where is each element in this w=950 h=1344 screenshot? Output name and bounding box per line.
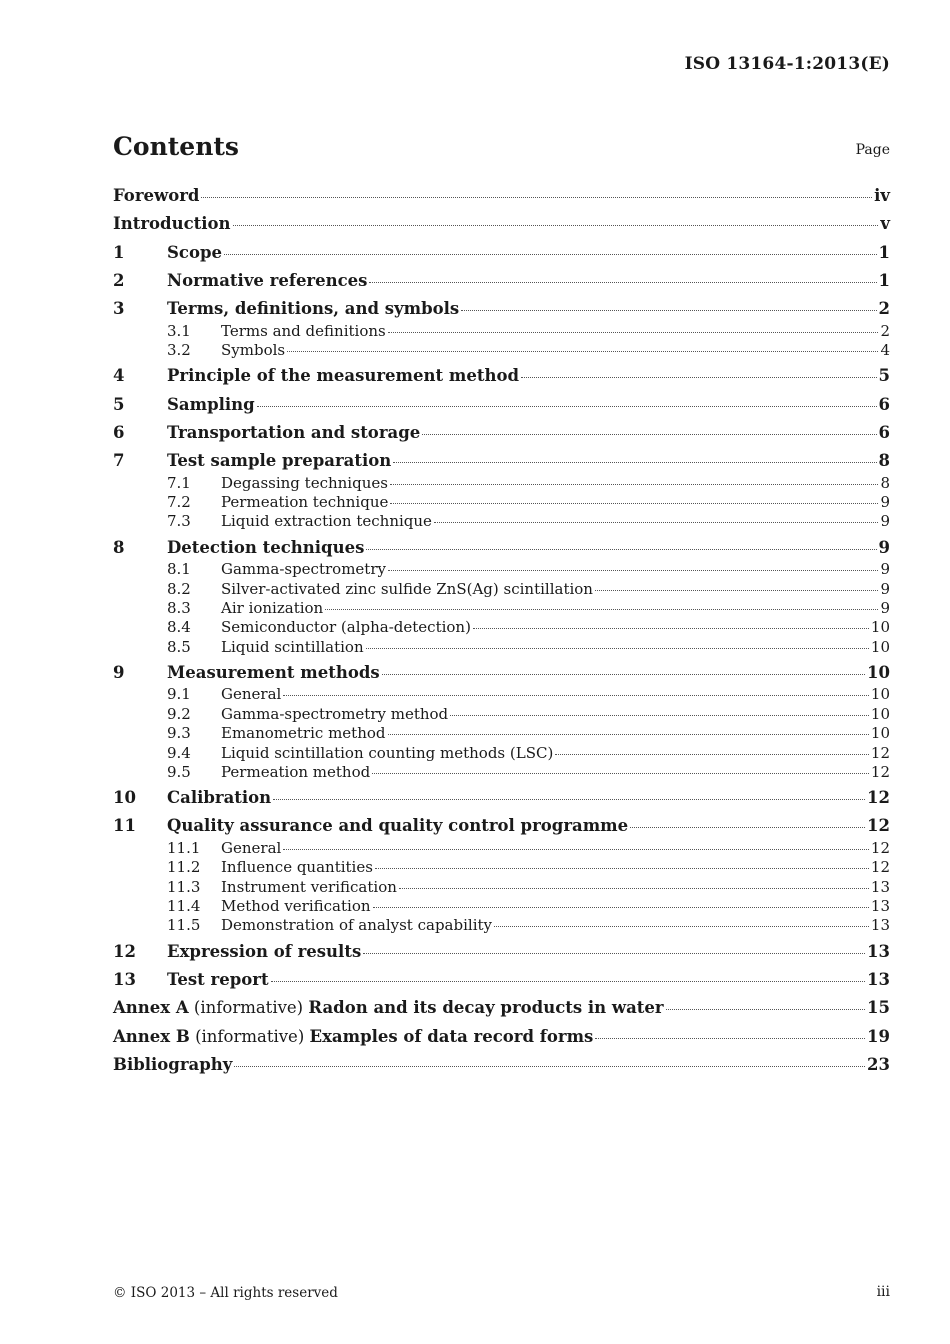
toc-entry-title [221, 474, 388, 493]
toc-entry-number: 5 [113, 394, 125, 414]
dot-leader [375, 868, 869, 869]
dot-leader [234, 1066, 865, 1067]
toc-entry-number: 3 [113, 299, 125, 319]
toc-entry-title [221, 341, 285, 360]
toc-entry-page: 12 [870, 838, 890, 857]
toc-entry-number: 9.4 [167, 743, 191, 762]
toc-entry-title-text: Annex B [113, 1026, 190, 1046]
toc-entry-page: 2 [880, 321, 890, 340]
toc-entry-title-text: Gamma-spectrometry method [221, 704, 449, 723]
toc-entry[interactable] [113, 212, 890, 237]
toc-entry-page: 9 [880, 579, 890, 598]
table-of-contents [113, 184, 890, 1077]
toc-entry-number: 11.5 [167, 916, 201, 935]
toc-entry-number: 8.1 [167, 560, 191, 579]
toc-entry-page: 9 [878, 537, 890, 557]
toc-subentry[interactable] [113, 341, 890, 360]
toc-entry-page: 10 [870, 618, 890, 637]
toc-entry-number: 11.2 [167, 858, 201, 877]
toc-entry[interactable] [113, 393, 890, 418]
toc-entry-title-text: Terms, definitions, and symbols [167, 299, 460, 319]
toc-entry-title [113, 212, 231, 237]
toc-entry-page: 13 [867, 969, 890, 989]
dot-leader [273, 799, 865, 800]
toc-entry-number: 9.5 [167, 762, 191, 781]
toc-entry-title [221, 560, 386, 579]
dot-leader [390, 503, 878, 504]
toc-entry-annex-title: Radon and its decay products in water [308, 998, 664, 1018]
document-id: ISO 13164-1:2013(E) [684, 54, 890, 74]
toc-subentry[interactable] [113, 744, 890, 763]
toc-entry-title [113, 184, 199, 209]
toc-entry-title [221, 512, 432, 531]
toc-subentry[interactable] [113, 580, 890, 599]
toc-entry[interactable] [113, 241, 890, 266]
toc-subentry[interactable] [113, 560, 890, 579]
toc-entry-number: 7 [113, 451, 125, 471]
toc-entry-title-text: Emanometric method [221, 724, 386, 743]
toc-entry-page: 9 [880, 560, 890, 579]
dot-leader [555, 754, 869, 755]
dot-leader [271, 981, 865, 982]
toc-entry-page: 12 [870, 858, 890, 877]
toc-entry-page: 13 [870, 877, 890, 896]
toc-entry-number: 8.3 [167, 598, 191, 617]
toc-subentry[interactable] [113, 705, 890, 724]
toc-entry-number: 11.1 [167, 838, 201, 857]
toc-entry-title-text: Air ionization [221, 598, 324, 617]
dot-leader [666, 1009, 865, 1010]
dot-leader [388, 332, 879, 333]
toc-entry-title [167, 421, 420, 446]
toc-entry-title [221, 744, 553, 763]
toc-entry-number: 3.1 [167, 321, 191, 340]
toc-entry-title-text: General [221, 838, 282, 857]
toc-entry-title-text: Test report [167, 969, 269, 989]
toc-entry-title-text: Liquid extraction technique [221, 512, 432, 531]
dot-leader [388, 570, 878, 571]
toc-subentry[interactable] [113, 763, 890, 782]
toc-entry-title-text: Quality assurance and quality control programme [167, 816, 629, 836]
toc-entry-number: 8.5 [167, 637, 191, 656]
toc-entry-page: 10 [867, 662, 890, 682]
toc-entry-title [167, 449, 391, 474]
toc-entry[interactable] [113, 968, 890, 993]
toc-entry-number: 9 [113, 662, 125, 682]
dot-leader [287, 351, 878, 352]
page-number: iii [876, 1284, 890, 1300]
toc-entry-page: 19 [867, 1026, 890, 1046]
toc-entry-annex-type: (informative) [188, 998, 309, 1018]
toc-entry-page: 15 [867, 998, 890, 1018]
toc-entry-title-text: Degassing techniques [221, 473, 388, 492]
dot-leader [366, 549, 876, 550]
dot-leader [399, 888, 869, 889]
dot-leader [521, 377, 877, 378]
dot-leader [630, 827, 865, 828]
toc-entry[interactable] [113, 1053, 890, 1078]
toc-subentry[interactable] [113, 724, 890, 743]
toc-entry-page: 8 [878, 451, 890, 471]
copyright-notice: © ISO 2013 – All rights reserved [113, 1285, 338, 1301]
dot-leader [372, 773, 869, 774]
toc-entry[interactable] [113, 364, 890, 389]
dot-leader [325, 609, 878, 610]
toc-entry-page: 9 [880, 493, 890, 512]
dot-leader [388, 734, 869, 735]
toc-entry[interactable] [113, 421, 890, 446]
toc-entry-title-text: Annex A [113, 998, 189, 1018]
toc-entry-title-text: Foreword [113, 186, 200, 205]
toc-subentry[interactable] [113, 638, 890, 657]
toc-entry-title [167, 940, 361, 965]
dot-leader [450, 715, 869, 716]
toc-entry-number: 8.4 [167, 618, 191, 637]
dot-leader [494, 926, 869, 927]
toc-entry-number: 11.3 [167, 877, 201, 896]
toc-entry-title-text: Measurement methods [167, 662, 380, 682]
toc-subentry[interactable] [113, 685, 890, 704]
toc-entry[interactable] [113, 449, 890, 474]
toc-entry-title [221, 705, 448, 724]
dot-leader [283, 849, 869, 850]
toc-entry-page: 13 [870, 916, 890, 935]
toc-entry-number: 7.2 [167, 493, 191, 512]
dot-leader [373, 907, 869, 908]
toc-entry-title-text: Liquid scintillation [221, 637, 364, 656]
toc-entry-title-text: Detection techniques [167, 537, 365, 557]
toc-entry-page: 9 [880, 512, 890, 531]
toc-subentry[interactable] [113, 858, 890, 877]
dot-leader [201, 197, 872, 198]
dot-leader [224, 254, 877, 255]
toc-subentry[interactable] [113, 878, 890, 897]
toc-entry-title [113, 996, 664, 1021]
page-title: Contents [113, 132, 240, 161]
toc-entry-title [221, 763, 370, 782]
dot-leader [422, 434, 876, 435]
toc-subentry[interactable] [113, 599, 890, 618]
toc-entry-title [113, 1025, 593, 1050]
toc-entry-title-text: Silver-activated zinc sulfide ZnS(Ag) scintillation [221, 579, 593, 598]
dot-leader [369, 282, 876, 283]
toc-entry-title-text: Semiconductor (alpha-detection) [221, 618, 471, 637]
toc-entry-title [167, 364, 519, 389]
toc-entry-title [167, 814, 628, 839]
toc-subentry[interactable] [113, 512, 890, 531]
toc-entry-title-text: Normative references [167, 270, 368, 290]
toc-subentry[interactable] [113, 897, 890, 916]
toc-entry-title-text: Method verification [221, 897, 371, 916]
toc-entry-number: 13 [113, 969, 136, 989]
toc-entry-page: 1 [878, 270, 890, 290]
toc-entry-title-text: Gamma-spectrometry [221, 560, 386, 579]
toc-entry-title [221, 322, 386, 341]
toc-entry-title-text: Introduction [113, 214, 231, 234]
toc-entry-page: 12 [867, 788, 890, 808]
dot-leader [283, 695, 869, 696]
toc-entry-page: 8 [880, 473, 890, 492]
dot-leader [595, 1038, 865, 1039]
toc-entry[interactable] [113, 297, 890, 322]
toc-entry-page: iv [874, 186, 890, 205]
toc-entry-title [167, 661, 380, 686]
toc-entry-title [221, 916, 492, 935]
toc-subentry[interactable] [113, 493, 890, 512]
toc-entry-title-text: Calibration [167, 788, 272, 808]
toc-entry-title-text: Bibliography [113, 1054, 233, 1074]
dot-leader [434, 522, 879, 523]
toc-entry-number: 12 [113, 941, 136, 961]
toc-entry-number: 7.1 [167, 473, 191, 492]
toc-entry-title-text: Permeation method [221, 762, 371, 781]
toc-entry-title [167, 786, 271, 811]
dot-leader [461, 310, 876, 311]
toc-entry-page: 2 [878, 299, 890, 319]
toc-entry-number: 1 [113, 242, 125, 262]
toc-entry-title-text: Instrument verification [221, 877, 397, 896]
toc-entry-title [167, 297, 459, 322]
toc-entry-number: 9.3 [167, 724, 191, 743]
dot-leader [393, 462, 876, 463]
toc-entry-title-text: Principle of the measurement method [167, 366, 519, 386]
toc-entry-title-text: Expression of results [167, 941, 362, 961]
toc-entry-annex-title: Examples of data record forms [309, 1026, 594, 1046]
toc-entry[interactable] [113, 269, 890, 294]
toc-entry-number: 8 [113, 537, 125, 557]
toc-entry-title [221, 724, 386, 743]
toc-entry-title-text: Scope [167, 242, 223, 262]
toc-entry-title [221, 878, 397, 897]
toc-subentry[interactable] [113, 618, 890, 637]
toc-subentry[interactable] [113, 839, 890, 858]
toc-subentry[interactable] [113, 916, 890, 935]
toc-entry-title-text: General [221, 685, 282, 704]
toc-entry-page: 10 [870, 704, 890, 723]
toc-entry-title [221, 618, 471, 637]
toc-entry-page: 9 [880, 598, 890, 617]
dot-leader [363, 953, 865, 954]
toc-entry-number: 9.2 [167, 704, 191, 723]
dot-leader [233, 225, 879, 226]
toc-entry[interactable] [113, 1025, 890, 1050]
toc-entry-page: 13 [867, 941, 890, 961]
toc-entry[interactable] [113, 184, 890, 209]
toc-entry-page: 10 [870, 637, 890, 656]
toc-entry[interactable] [113, 996, 890, 1021]
toc-entry-title-text: Test sample preparation [167, 451, 392, 471]
toc-entry-page: 6 [878, 394, 890, 414]
toc-entry-page: 4 [880, 341, 890, 360]
toc-entry-number: 10 [113, 788, 136, 808]
toc-entry-page: 12 [867, 816, 890, 836]
toc-entry[interactable] [113, 786, 890, 811]
toc-entry-title [221, 638, 364, 657]
toc-entry-number: 11 [113, 816, 136, 836]
page-column-label: Page [855, 142, 890, 158]
toc-subentry[interactable] [113, 322, 890, 341]
dot-leader [366, 648, 869, 649]
toc-entry-title [167, 269, 367, 294]
toc-entry-title-text: Transportation and storage [167, 422, 421, 442]
toc-entry-page: 5 [878, 366, 890, 386]
toc-entry-title-text: Influence quantities [221, 858, 373, 877]
toc-entry-number: 4 [113, 366, 125, 386]
toc-entry-number: 8.2 [167, 579, 191, 598]
toc-entry-number: 3.2 [167, 341, 191, 360]
dot-leader [595, 590, 878, 591]
toc-entry[interactable] [113, 661, 890, 686]
toc-entry-title [113, 1053, 232, 1078]
toc-entry-title-text: Liquid scintillation counting methods (LSC) [221, 743, 554, 762]
toc-entry-number: 2 [113, 270, 125, 290]
toc-entry-title [167, 536, 364, 561]
dot-leader [382, 674, 865, 675]
toc-entry-title [221, 897, 371, 916]
toc-entry-title [167, 968, 269, 993]
toc-entry-title [221, 599, 323, 618]
toc-entry-page: 12 [870, 743, 890, 762]
toc-entry-page: 13 [870, 897, 890, 916]
toc-entry-title [167, 241, 222, 266]
dot-leader [473, 628, 869, 629]
toc-entry[interactable] [113, 536, 890, 561]
toc-entry-title-text: Demonstration of analyst capability [221, 916, 492, 935]
toc-entry-title [167, 393, 255, 418]
toc-entry-number: 11.4 [167, 897, 201, 916]
toc-entry-number: 6 [113, 422, 125, 442]
toc-entry-title [221, 685, 281, 704]
toc-entry-title [221, 858, 373, 877]
toc-entry-number: 9.1 [167, 685, 191, 704]
toc-entry-page: 12 [870, 762, 890, 781]
toc-entry-page: 10 [870, 724, 890, 743]
toc-entry-annex-type: (informative) [189, 1026, 310, 1046]
toc-entry-page: 10 [870, 685, 890, 704]
toc-entry-title [221, 580, 593, 599]
dot-leader [390, 484, 879, 485]
toc-entry-title-text: Permeation technique [221, 493, 389, 512]
toc-entry[interactable] [113, 814, 890, 839]
dot-leader [257, 406, 877, 407]
toc-entry-title [221, 839, 281, 858]
toc-entry-page: 6 [878, 422, 890, 442]
toc-entry-title-text: Terms and definitions [221, 321, 386, 340]
toc-subentry[interactable] [113, 474, 890, 493]
toc-entry-title-text: Sampling [167, 394, 255, 414]
toc-entry-page: 1 [878, 242, 890, 262]
toc-entry-page: 23 [867, 1054, 890, 1074]
toc-entry-number: 7.3 [167, 512, 191, 531]
toc-entry-page: v [880, 214, 890, 234]
toc-entry-title [221, 493, 388, 512]
toc-entry[interactable] [113, 940, 890, 965]
toc-entry-title-text: Symbols [221, 341, 286, 360]
